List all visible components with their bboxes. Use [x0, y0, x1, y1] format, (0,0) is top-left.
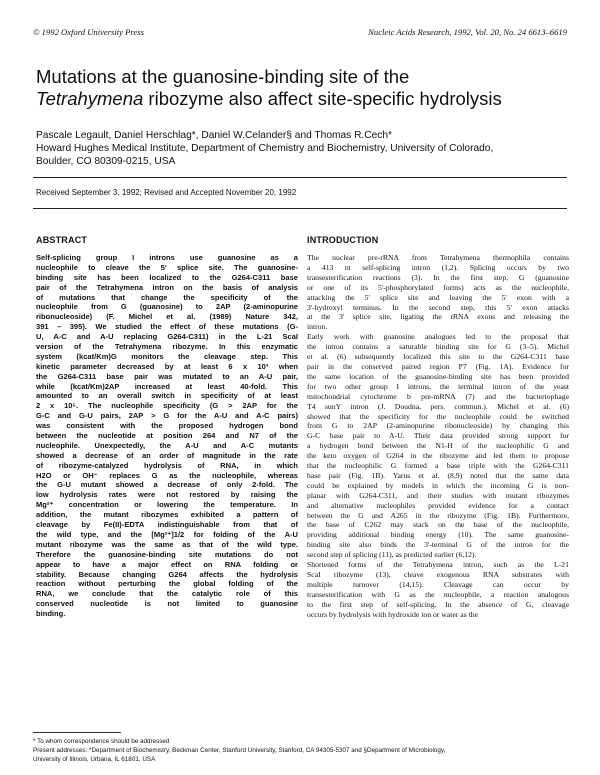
abstract-line: mutant ribozyme was the same as that of the wild type. [36, 539, 298, 549]
intro-line: The nuclear pre-rRNA from Tetrahymena thermophila contains [307, 253, 569, 262]
abstract-line: kinetic parameter decreased by at least 6 x 10³ when [36, 361, 298, 371]
abstract-heading: ABSTRACT [36, 235, 88, 245]
intro-line: T4 sunY intron (J. Doudna, pers. commun.). Michel et al. (6) [307, 401, 569, 411]
intro-line: the base of C262 may stack on the base of the nucleophile, [307, 520, 569, 530]
intro-line: transesterification reactions (3). In the first step, G (guanosine [307, 272, 569, 282]
abstract-line: pair of the Tetrahymena intron on the basis of analysis [36, 282, 298, 292]
copyright-notice: © 1992 Oxford University Press [33, 27, 144, 37]
abstract-line: cleavage by Fe(II)-EDTA indistinguishable from that of [36, 520, 298, 530]
abstract-line: version of the Tetrahymena ribozyme. In this enzymatic [36, 342, 298, 352]
abstract-line: conserved nucleotide is not limited to guanosine [36, 599, 298, 609]
abstract-line: while (kcat/Km)2AP increased at least 40-fold. This [36, 381, 298, 391]
abstract-line: Mg²⁺ concentration or lowering the temperature. In [36, 500, 298, 510]
running-header [33, 27, 567, 39]
intro-line: base pair (Fig. 1B). Yarus et al. (8,9) noted that the same data [307, 470, 569, 480]
affiliation-line-1: Howard Hughes Medical Institute, Department of Chemistry and Biochemistry, University of Colorado, [36, 143, 494, 154]
intro-line: G-C base pair to A-U. Their data provided strong support for [307, 431, 569, 441]
journal-citation: Nucleic Acids Research, 1992, Vol. 20, No. 24 6613–6619 [368, 27, 567, 37]
intro-line: the keto oxygen of G264 in the ribozyme and led them to propose [307, 451, 569, 461]
intro-line: showed that the specificity for the nucleophile could be switched [307, 411, 569, 421]
intro-line: for two other group I introns, the terminal intron of the yeast [307, 381, 569, 391]
abstract-line: amounted to an overall switch in specificity of at least [36, 391, 298, 401]
abstract-line: nucleophile to cleave the 5' splice site. The guanosine- [36, 262, 298, 272]
intro-line: et al. (6) subsequently localized this site to the G264-C311 base [307, 352, 569, 362]
introduction-body [307, 253, 569, 620]
divider-bottom [33, 208, 567, 209]
footnotes [33, 737, 567, 764]
abstract-line: nucleophile. Unexpectedly, the A-U and A-C mutants [36, 440, 298, 450]
abstract-line: binding. [36, 609, 66, 619]
abstract-line: reaction without perturbing the global folding of the [36, 579, 298, 589]
abstract-line: the G264-C311 base pair was mutated to an A-U pair, [36, 371, 298, 381]
author-list: Pascale Legault, Daniel Herschlag*, Daniel W.Celander§ and Thomas R.Cech* [36, 130, 392, 141]
intro-line: second step of splicing (11), as predicted earlier (6,12). [307, 550, 477, 560]
footnote-correspondence: * To whom correspondence should be addressed [33, 738, 170, 745]
abstract-line: binding site has been localized to the G264-C311 base [36, 272, 298, 282]
intro-line: providing additional binding energy (10). The same guanosine- [307, 530, 569, 540]
abstract-line: system (kcat/Km)G monitors the cleavage step. This [36, 351, 298, 361]
intro-line: a 413 nt self-splicing intron (1,2). Splicing occurs by two [307, 262, 569, 272]
abstract-line: 391 – 395). We studied the effect of these mutations (G- [36, 322, 298, 332]
intro-line: that the nucleophilic G formed a base triple with the G264-C311 [307, 461, 569, 471]
intro-line: the intron contains a saturable binding site for G (3–5). Michel [307, 342, 569, 352]
intro-line: Early work with guanosine analogues led to the proposal that [307, 332, 569, 342]
abstract-line: the G-U mutant showed a decrease of only 2-fold. The [36, 480, 298, 490]
footnote-addresses: Present addresses: *Department of Biochemistry, Beckman Center, Stanford University, Stanford, CA 94305-5307 and §Department of Microbiology, [33, 747, 446, 754]
intro-line: Shortened forms of the Tetrahymena intron, such as the L-21 [307, 560, 569, 570]
intro-line: 3'-hydroxyl terminus. In the second step, this 5' exon attacks [307, 302, 569, 312]
affiliation-line-2: Boulder, CO 80309-0215, USA [36, 156, 176, 167]
intro-line: pair in the conserved paired region P7 (Fig. 1A). Evidence for [307, 361, 569, 371]
abstract-line: U, A-C and A-U replacing G264-C311) in the L-21 ScaI [36, 332, 298, 342]
abstract-line: of ribozyme-catalyzed hydrolysis of RNA, in which [36, 460, 298, 470]
footnote-addresses-cont: University of Illinois, Urbana, IL 61801, USA [33, 756, 156, 763]
intro-line: or one of its 5'-phosphorylated forms) acts as the nucleophile, [307, 282, 569, 292]
abstract-line: showed a decrease of an order of magnitude in the rate [36, 450, 298, 460]
affiliation [36, 142, 576, 168]
intro-line: binding site also binds the 3'-terminal G of the intron for the [307, 540, 569, 550]
abstract-line: 2 x 10⁵. The nucleophile specificity (G > 2AP for the [36, 401, 298, 411]
introduction-heading: INTRODUCTION [307, 235, 379, 245]
intro-line: a hydrogen bond between the N1-H of the nucleophilic G and [307, 441, 569, 451]
abstract-line: between the nucleotide at position 264 and N7 of the [36, 431, 298, 441]
abstract-line: low hydrolysis rates were not restored by raising the [36, 490, 298, 500]
title-organism: Tetrahymena [36, 88, 144, 109]
title-line-2 [36, 88, 576, 110]
intro-line: to the first step of self-splicing. In the absence of G, cleavage [307, 599, 569, 609]
abstract-line: G-C and G-U pairs, 2AP > G for the A-U and A-C pairs) [36, 411, 298, 421]
abstract-line: ribonucleoside) (F. Michel et al. (1989) Nature 342, [36, 312, 298, 322]
intro-line: at the 3' splice site, ligating the rRNA exons and releasing the [307, 312, 569, 322]
intro-line: occurs by hydrolysis with hydroxide ion or water as the [307, 609, 479, 619]
intro-line: could be explained by models in which the incoming G is non- [307, 480, 569, 490]
abstract-line: appear to have a major effect on RNA folding or [36, 559, 298, 569]
intro-line: transesterification with G as the nucleophile, a reaction analogous [307, 589, 569, 599]
divider-top [33, 177, 567, 178]
intro-line: ScaI ribozyme (13), cleave exogenous RNA substrates with [307, 570, 569, 579]
intro-line: attacking the 5' splice site and leaving the 5' exon with a [307, 292, 569, 302]
intro-line: from G to 2AP (2-aminopurine ribonucleoside) by changing this [307, 421, 569, 431]
abstract-line: Self-splicing group I introns use guanosine as a [36, 253, 298, 262]
abstract-line: stability. Because changing G264 affects the hydrolysis [36, 569, 298, 579]
title-line-2-rest: ribozyme also affect site-specific hydrolysis [143, 88, 502, 109]
intro-line: intron. [307, 322, 328, 332]
abstract-line: RNA, we conclude that the catalytic role of this [36, 589, 298, 599]
abstract-line: nucleophile from G (guanosine) to 2AP (2-aminopurine [36, 302, 298, 312]
abstract-line: the wild type, and the [Mg²⁺]1/2 for folding of the A-U [36, 529, 298, 539]
footnote-divider [33, 732, 121, 733]
title-line-1: Mutations at the guanosine-binding site of the [36, 66, 410, 87]
abstract-line: of mutations that change the specificity of the [36, 292, 298, 302]
abstract-line: addition, the mutant ribozymes exhibited a pattern of [36, 510, 298, 520]
intro-line: mitochondrial cytochrome b pre-mRNA (7) and the bacteriophage [307, 391, 569, 401]
intro-line: multiple turnover (14,15). Cleavage can occur by [307, 579, 569, 589]
received-dates: Received September 3, 1992; Revised and Accepted November 20, 1992 [36, 188, 297, 197]
abstract-line: H2O or OH⁻ replaces G as the nucleophile, whereas [36, 470, 298, 480]
abstract-body [36, 253, 298, 619]
intro-line: planar with G264-C311, and their studies with mutant ribozymes [307, 490, 569, 500]
intro-line: the same location of the guanosine-binding site has been provided [307, 371, 569, 381]
abstract-line: Therefore the guanosine-binding site mutations do not [36, 549, 298, 559]
intro-line: between the G and A265 in the ribozyme (Fig. 1B). Furthermore, [307, 510, 569, 520]
abstract-line: was consistent with the proposed hydrogen bond [36, 421, 298, 431]
intro-line: and alternative nucleophiles provided evidence for a contact [307, 500, 569, 510]
article-title [36, 66, 576, 110]
